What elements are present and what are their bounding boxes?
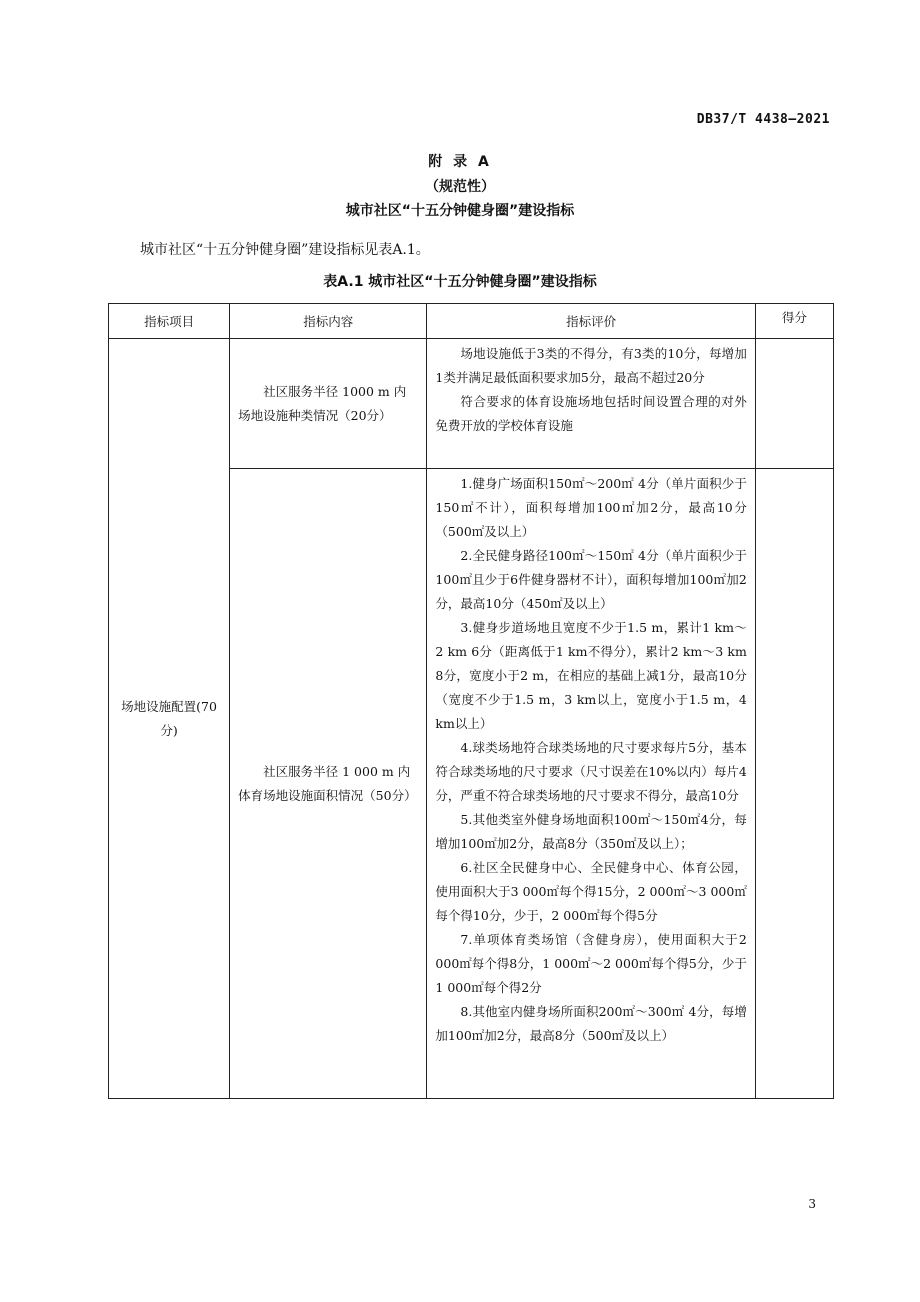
header-content: 指标内容 bbox=[230, 304, 427, 339]
group-item-cell: 场地设施配置(70分) bbox=[109, 339, 230, 1099]
appendix-nature: （规范性） bbox=[425, 179, 495, 195]
eval-cell bbox=[427, 339, 755, 469]
intro-paragraph: 城市社区“十五分钟健身圈”建设指标见表A.1。 bbox=[140, 242, 430, 258]
indicator-table bbox=[108, 303, 834, 1099]
eval-line: 7.单项体育类场馆（含健身房），使用面积大于2 000㎡每个得8分，1 000㎡～2 000㎡每个得5分，少于1 000㎡每个得2分 bbox=[435, 932, 747, 995]
eval-line: 场地设施低于3类的不得分，有3类的10分，每增加1类并满足最低面积要求加5分，最高不超过20分 bbox=[435, 346, 747, 385]
header-item: 指标项目 bbox=[109, 304, 230, 339]
table-caption: 表A.1 城市社区“十五分钟健身圈”建设指标 bbox=[323, 274, 597, 290]
eval-line: 符合要求的体育设施场地包括时间设置合理的对外免费开放的学校体育设施 bbox=[435, 394, 747, 433]
eval-cell bbox=[427, 469, 755, 1099]
score-cell bbox=[755, 339, 833, 469]
content-cell: 社区服务半径 1 000 m 内体育场地设施面积情况（50分） bbox=[230, 469, 427, 1099]
standard-code: DB37/T 4438—2021 bbox=[696, 112, 830, 127]
eval-line: 3.健身步道场地且宽度不少于1.5 m，累计1 km～2 km 6分（距离低于1 km不得分），累计2 km～3 km 8分，宽度小于2 m，在相应的基础上减1分，最高10分（宽度不少于1.5 m，3 km以上，宽度小于1.5 m，4 km以上） bbox=[435, 620, 747, 731]
appendix-label: 附 录 A bbox=[428, 154, 492, 170]
page-number: 3 bbox=[808, 1197, 816, 1211]
eval-line: 2.全民健身路径100㎡～150㎡ 4分（单片面积少于100㎡且少于6件健身器材不计），面积每增加100㎡加2分，最高10分（450㎡及以上） bbox=[435, 548, 747, 611]
score-cell bbox=[755, 469, 833, 1099]
eval-line: 5.其他类室外健身场地面积100㎡～150㎡4分，每增加100㎡加2分，最高8分（350㎡及以上）； bbox=[435, 812, 747, 851]
header-score: 得分 bbox=[755, 304, 833, 339]
content-cell: 社区服务半径 1000 m 内场地设施种类情况（20分） bbox=[230, 339, 427, 469]
eval-line: 6.社区全民健身中心、全民健身中心、体育公园，使用面积大于3 000㎡每个得15分，2 000㎡～3 000㎡每个得10分，少于，2 000㎡每个得5分 bbox=[435, 860, 747, 923]
table-row bbox=[109, 339, 834, 469]
eval-line: 1.健身广场面积150㎡～200㎡ 4分（单片面积少于150㎡不计），面积每增加100㎡加2分，最高10分（500㎡及以上） bbox=[435, 476, 747, 539]
eval-line: 8.其他室内健身场所面积200㎡～300㎡ 4分，每增加100㎡加2分，最高8分（500㎡及以上） bbox=[435, 1004, 747, 1043]
header-eval: 指标评价 bbox=[427, 304, 755, 339]
appendix-title: 城市社区“十五分钟健身圈”建设指标 bbox=[345, 203, 575, 219]
table-header-row bbox=[109, 304, 834, 339]
eval-line: 4.球类场地符合球类场地的尺寸要求每片5分，基本符合球类场地的尺寸要求（尺寸误差在10%以内）每片4分，严重不符合球类场地的尺寸要求不得分，最高10分 bbox=[435, 740, 747, 803]
